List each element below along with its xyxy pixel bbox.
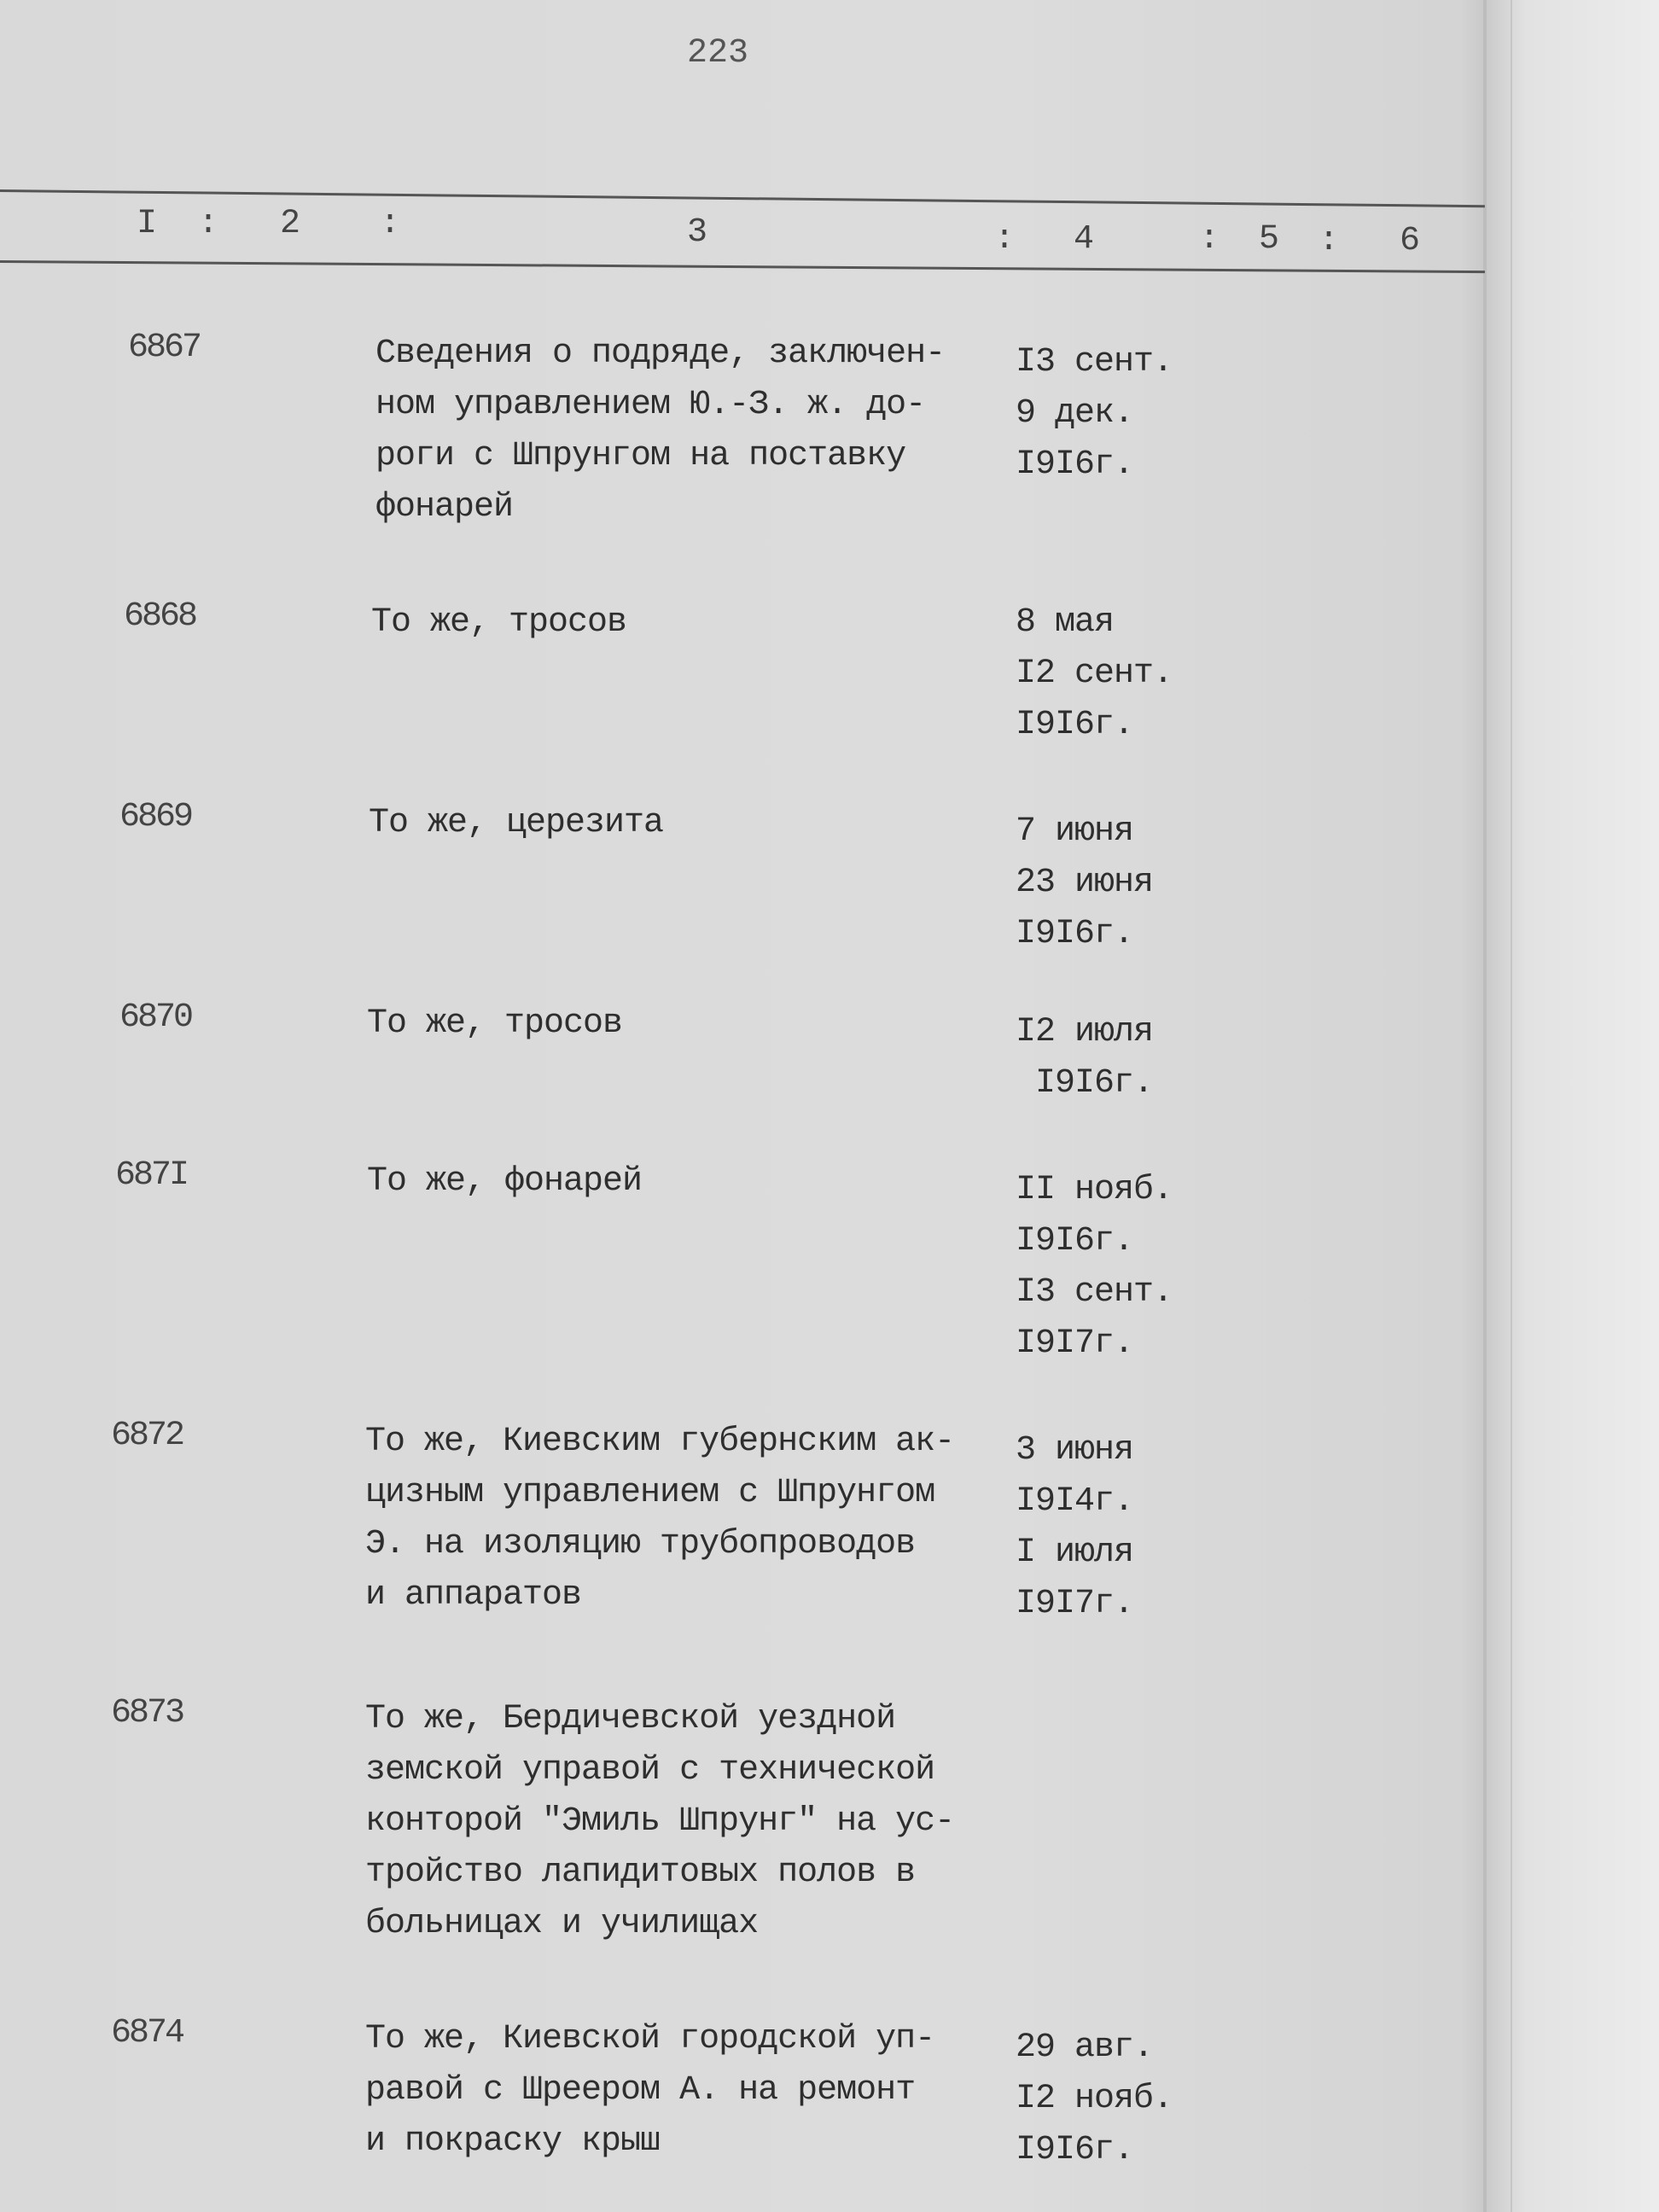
description-line: и покраску крыш [365, 2122, 661, 2161]
column-header-6: 6 [1400, 222, 1421, 260]
date-line: I9I6г. [1016, 2131, 1134, 2169]
date-line: 23 июня [1016, 864, 1154, 902]
date-line: I9I6г. [1016, 1222, 1134, 1260]
description-line: и аппаратов [365, 1576, 582, 1615]
item-description [367, 998, 622, 1050]
item-number: 6868 [124, 597, 196, 636]
date-line: I9I6г. [1016, 915, 1134, 953]
description-line: земской управой с технической [365, 1751, 935, 1790]
date-line: I9I4г. [1016, 1482, 1134, 1521]
column-separator: : [994, 220, 1016, 259]
description-line: фонарей [375, 488, 514, 527]
description-line: роги с Шпрунгом на поставку [375, 437, 906, 475]
description-line: равой с Шреером А. на ремонт [365, 2071, 916, 2110]
description-line: цизным управлением с Шпрунгом [365, 1474, 935, 1512]
date-line: I9I6г. [1016, 706, 1134, 744]
item-number: 687I [115, 1156, 188, 1195]
column-header-5: 5 [1259, 220, 1280, 259]
page-number: 223 [687, 34, 749, 73]
header-bottom-rule [0, 260, 1485, 273]
item-number: 6870 [119, 998, 192, 1037]
item-number: 6867 [128, 329, 201, 367]
description-line: То же, тросов [367, 1004, 623, 1043]
date-line: 7 июня [1016, 812, 1134, 851]
item-dates [1016, 2023, 1173, 2176]
item-description [365, 1694, 954, 1950]
description-line: Э. на изоляцию трубопроводов [365, 1525, 916, 1563]
description-line: То же, фонарей [367, 1162, 643, 1201]
item-number: 6869 [119, 798, 192, 836]
date-line: I3 сент. [1016, 343, 1173, 381]
description-line: То же, тросов [371, 603, 627, 642]
date-line: 29 авг. [1016, 2029, 1154, 2067]
item-description [365, 2014, 934, 2168]
page-edge [1511, 0, 1512, 2212]
item-description [371, 597, 626, 649]
header-top-rule [0, 189, 1485, 207]
item-number: 6872 [111, 1417, 183, 1455]
date-line: I июля [1016, 1534, 1134, 1572]
column-separator: : [380, 205, 401, 243]
date-line: I9I7г. [1016, 1585, 1134, 1623]
column-separator: : [1318, 222, 1340, 260]
description-line: конторой "Эмиль Шпрунг" на ус- [365, 1802, 955, 1841]
page-edge [1483, 0, 1487, 2212]
date-line: I2 сент. [1016, 655, 1173, 693]
column-separator: : [1199, 220, 1220, 259]
item-description [369, 798, 663, 849]
item-dates [1016, 597, 1173, 751]
description-line: То же, церезита [369, 804, 664, 842]
item-dates [1016, 1425, 1133, 1630]
column-separator: : [198, 205, 219, 243]
date-line: I2 нояб. [1016, 2080, 1173, 2118]
date-line: 8 мая [1016, 603, 1115, 642]
date-line: I2 июля [1016, 1013, 1154, 1051]
date-line: I3 сент. [1016, 1273, 1173, 1312]
date-line: I9I6г. [1016, 1064, 1154, 1103]
description-line: тройство лапидитовых полов в [365, 1854, 916, 1892]
item-description [367, 1156, 642, 1208]
item-dates [1016, 806, 1153, 960]
description-line: То же, Киевским губернским ак- [365, 1423, 955, 1461]
date-line: II нояб. [1016, 1171, 1173, 1209]
item-description [375, 329, 945, 533]
item-description [365, 1417, 954, 1621]
description-line: То же, Бердичевской уездной [365, 1700, 896, 1738]
item-dates [1016, 1007, 1153, 1109]
column-header-3: 3 [687, 213, 708, 252]
description-line: Сведения о подряде, заключен- [375, 335, 946, 373]
description-line: больницах и училищах [365, 1905, 759, 1943]
date-line: 3 июня [1016, 1431, 1134, 1470]
date-line: 9 дек. [1016, 394, 1134, 433]
item-number: 6873 [111, 1694, 183, 1732]
item-number: 6874 [111, 2014, 183, 2052]
column-header-2: 2 [280, 205, 301, 243]
column-header-1: I [137, 205, 158, 243]
date-line: I9I7г. [1016, 1324, 1134, 1363]
description-line: То же, Киевской городской уп- [365, 2020, 935, 2058]
item-dates [1016, 1165, 1173, 1370]
description-line: ном управлением Ю.-З. ж. до- [375, 386, 926, 424]
item-dates [1016, 337, 1173, 491]
date-line: I9I6г. [1016, 445, 1134, 484]
column-header-4: 4 [1074, 220, 1095, 259]
